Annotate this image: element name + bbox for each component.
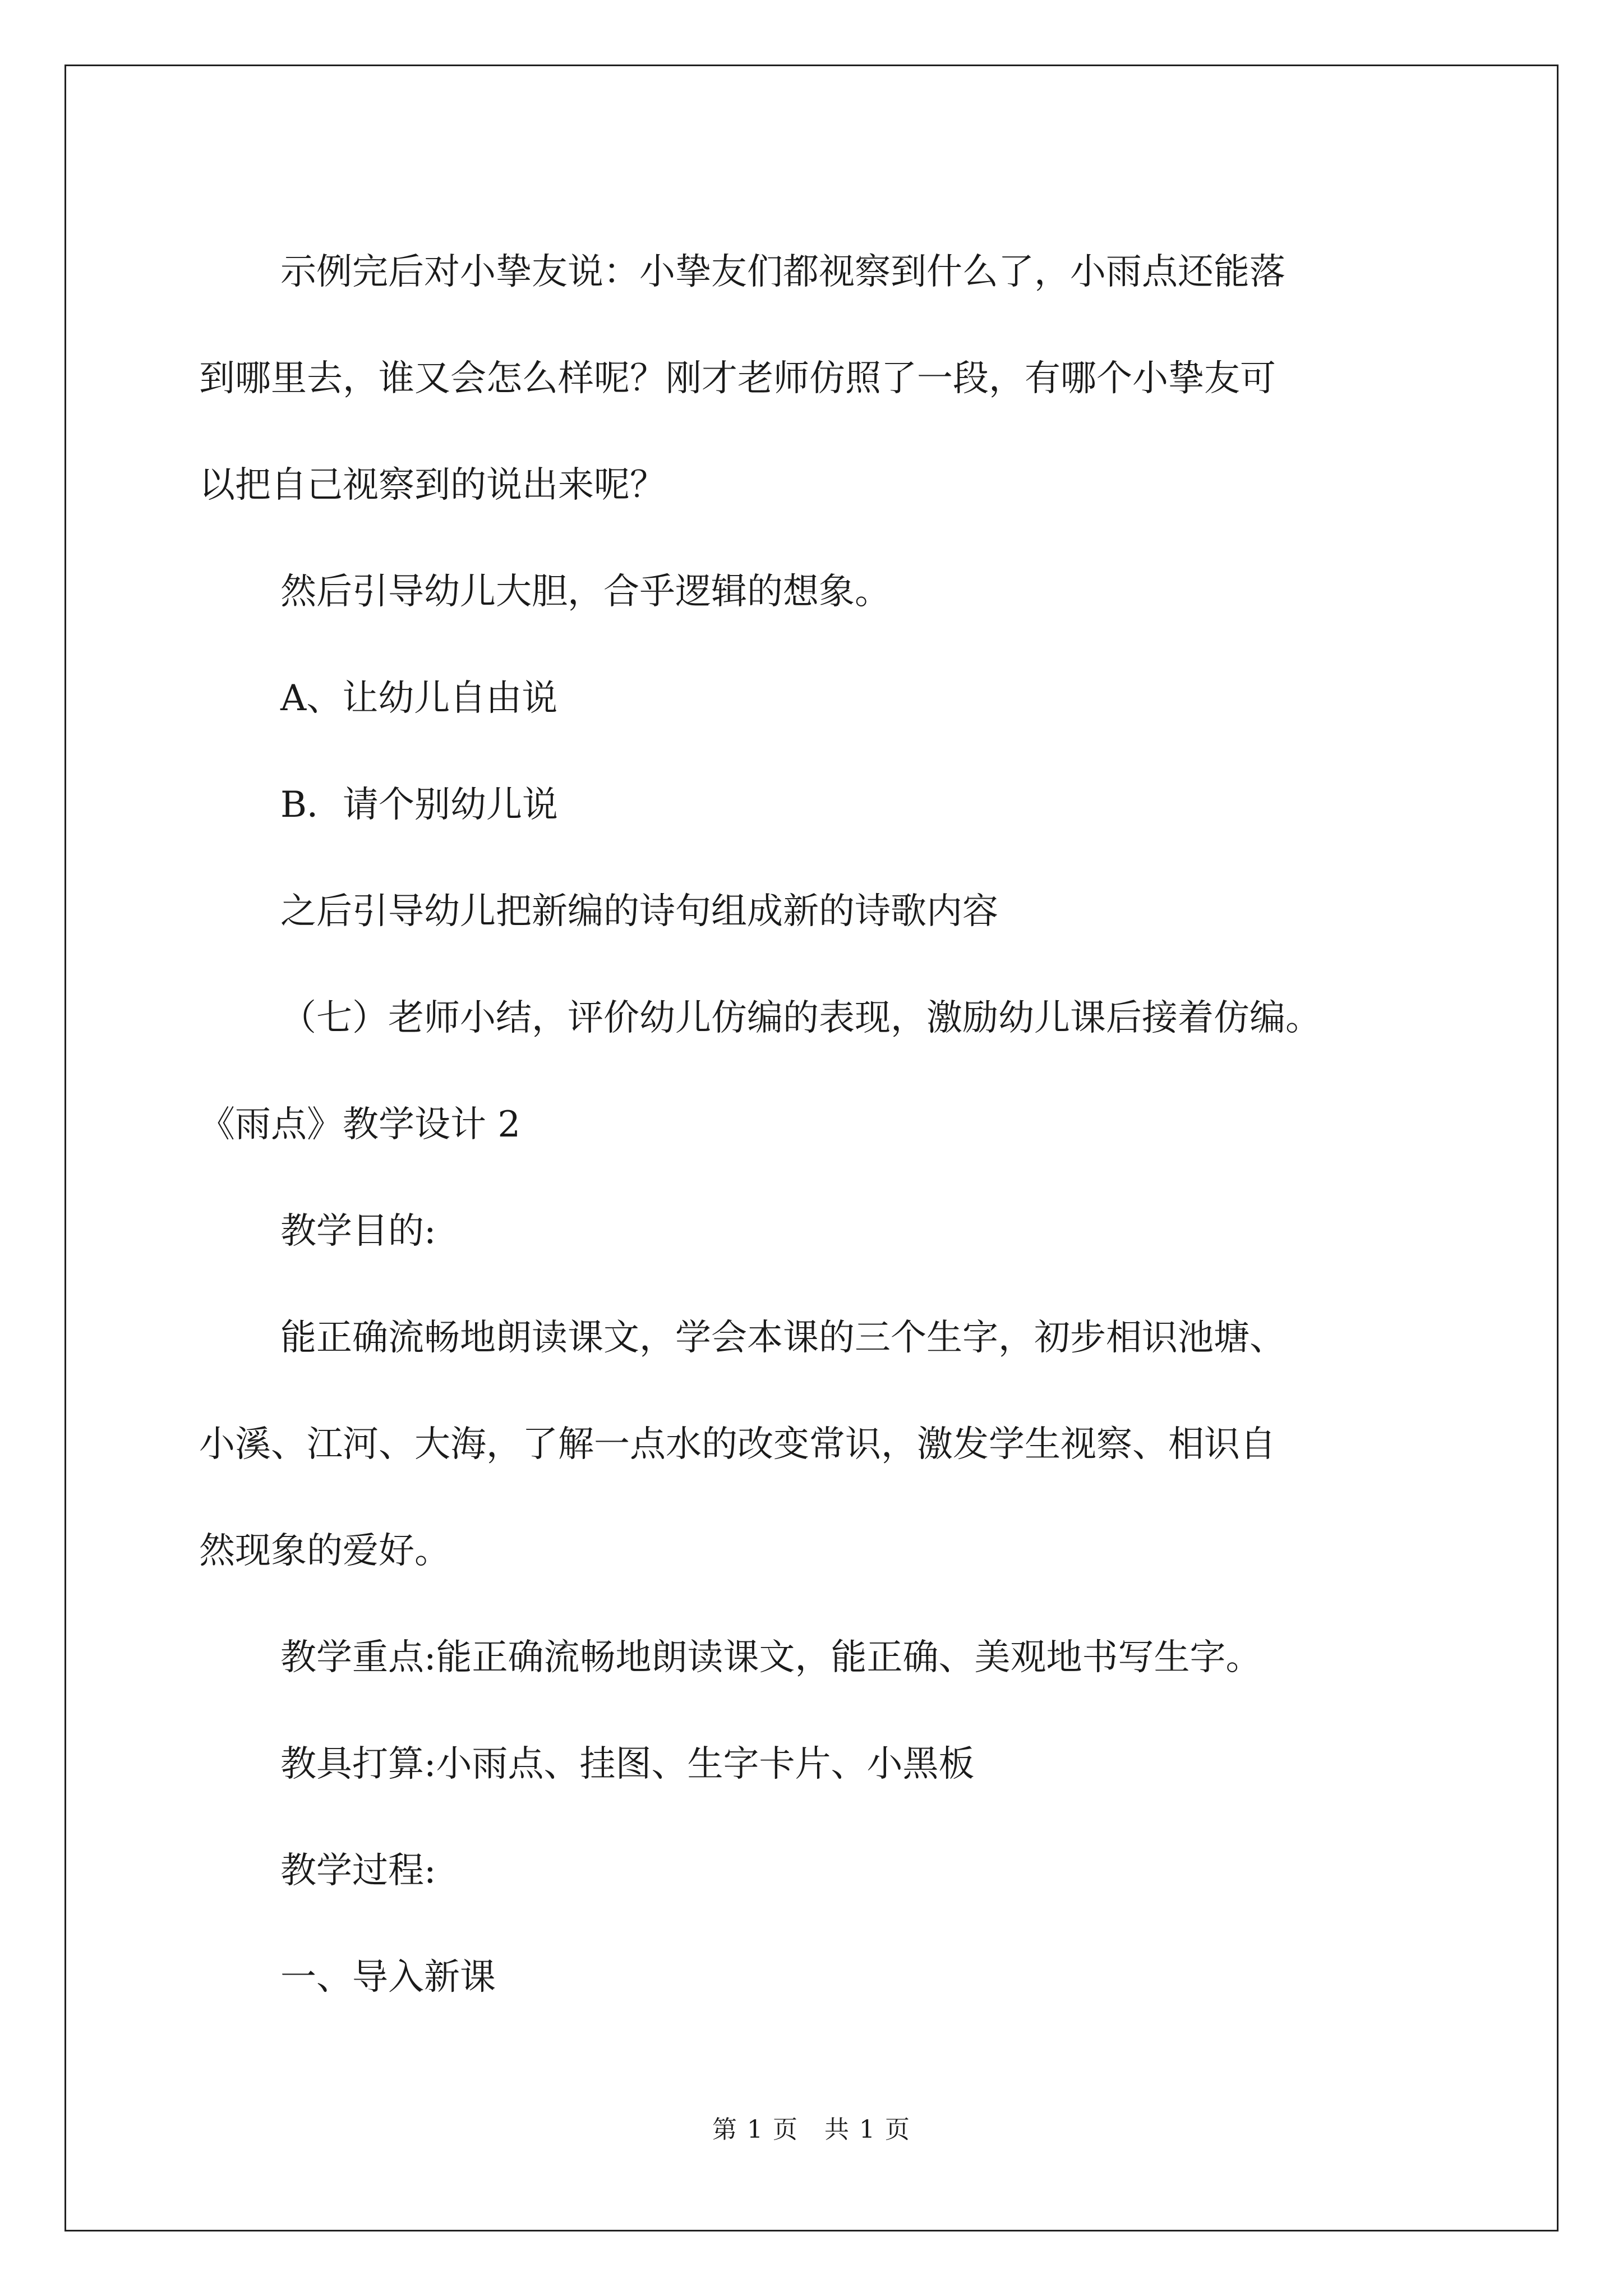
paragraph-line: 能正确流畅地朗读课文，学会本课的三个生字，初步相识池塘、 xyxy=(280,1317,1285,1359)
list-item-b: B．请个别幼儿说 xyxy=(280,784,559,826)
teaching-focus: 教学重点:能正确流畅地朗读课文，能正确、美观地书写生字。 xyxy=(280,1637,1262,1678)
heading-teaching-goal: 教学目的: xyxy=(280,1211,436,1252)
document-body xyxy=(199,219,1433,2031)
paragraph-line: 到哪里去，谁又会怎么样呢？刚才老师仿照了一段，有哪个小挚友可 xyxy=(199,358,1276,399)
section-title: 《雨点》教学设计 2 xyxy=(199,1104,521,1145)
heading-teaching-process: 教学过程: xyxy=(280,1850,436,1892)
paragraph-line: 小溪、江河、大海，了解一点水的改变常识，激发学生视察、相识自 xyxy=(199,1424,1276,1465)
paragraph-line: 然现象的爱好。 xyxy=(199,1530,450,1572)
paragraph-line: 之后引导幼儿把新编的诗句组成新的诗歌内容 xyxy=(280,891,998,932)
paragraph-line: 以把自己视察到的说出来呢？ xyxy=(199,464,666,506)
page-footer: 第 1 页 共 1 页 xyxy=(712,2115,911,2144)
paragraph-line: 示例完后对小挚友说：小挚友们都视察到什么了，小雨点还能落 xyxy=(280,251,1285,293)
paragraph-line: 然后引导幼儿大胆，合乎逻辑的想象。 xyxy=(280,571,891,613)
heading-step-one: 一、导入新课 xyxy=(280,1957,496,1998)
list-item-a: A、让幼儿自由说 xyxy=(280,678,558,719)
teaching-aids: 教具打算:小雨点、挂图、生字卡片、小黑板 xyxy=(280,1743,975,1785)
section-summary: （七）老师小结，评价幼儿仿编的表现，激励幼儿课后接着仿编。 xyxy=(280,997,1321,1039)
